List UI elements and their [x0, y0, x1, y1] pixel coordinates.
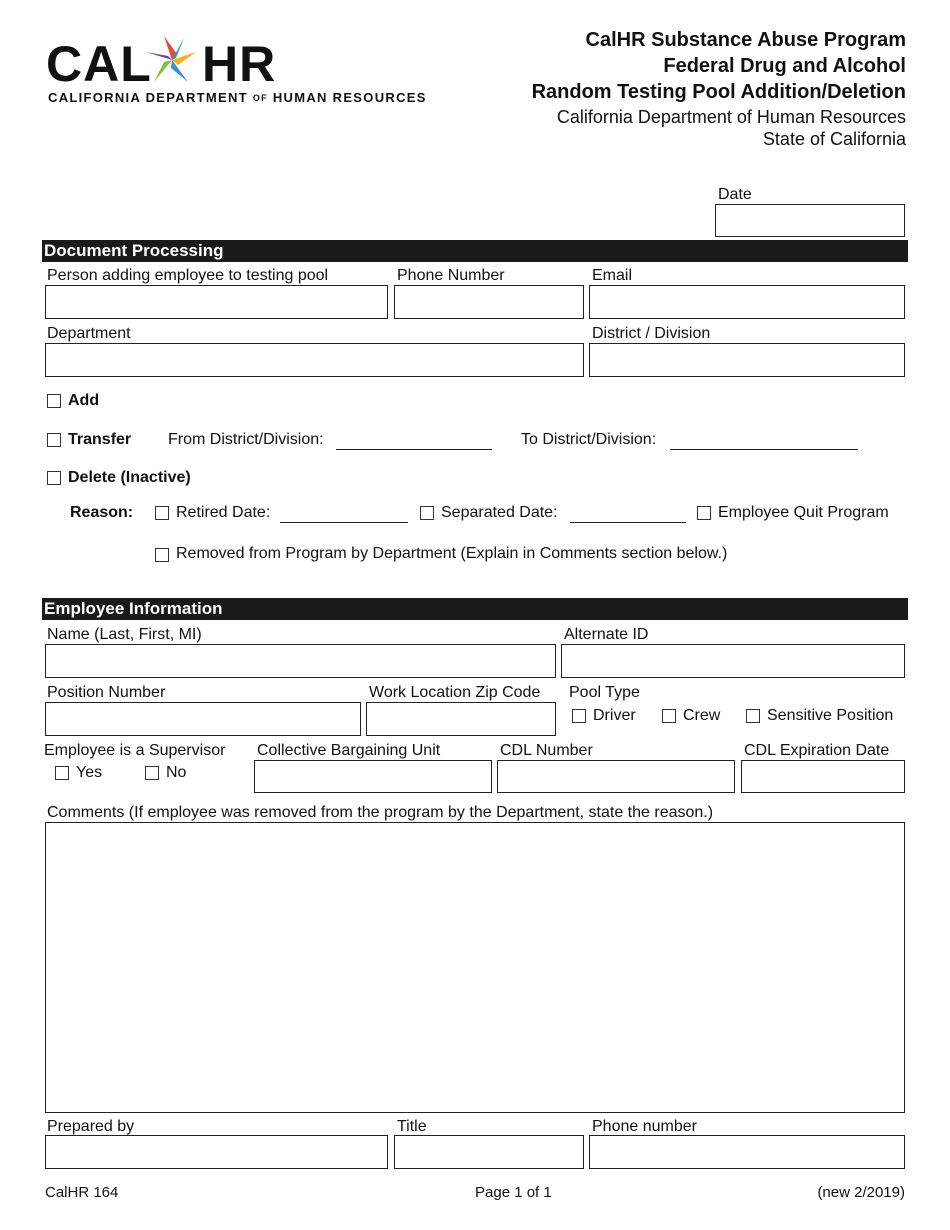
pool-type-label: Pool Type [569, 684, 640, 701]
supervisor-yes-checkbox[interactable] [55, 766, 69, 780]
removed-by-department-label: Removed from Program by Department (Explain in Comments section below.) [176, 545, 728, 562]
title-label: Title [397, 1118, 427, 1135]
supervisor-no-checkbox[interactable] [145, 766, 159, 780]
employee-name-input[interactable] [46, 645, 555, 677]
work-zip-input[interactable] [367, 703, 555, 735]
separated-checkbox[interactable] [420, 506, 434, 520]
prepared-by-field[interactable] [45, 1135, 388, 1169]
person-adding-field[interactable] [45, 285, 388, 319]
page-number: Page 1 of 1 [475, 1184, 552, 1201]
delete-checkbox[interactable] [47, 471, 61, 485]
removed-by-department-checkbox[interactable] [155, 548, 169, 562]
employee-quit-checkbox[interactable] [697, 506, 711, 520]
alternate-id-label: Alternate ID [564, 626, 649, 643]
email-field[interactable] [589, 285, 905, 319]
cbu-input[interactable] [255, 761, 491, 792]
transfer-label: Transfer [68, 431, 132, 448]
email-input[interactable] [590, 286, 904, 318]
separated-date-line[interactable] [570, 522, 686, 523]
employee-name-label: Name (Last, First, MI) [47, 626, 202, 643]
reason-label: Reason: [70, 504, 134, 521]
logo-tagline-part2: HUMAN RESOURCES [272, 90, 427, 105]
person-adding-label: Person adding employee to testing pool [47, 267, 329, 284]
document-processing-heading: Document Processing [42, 240, 908, 262]
date-field[interactable] [715, 204, 905, 237]
cdl-number-input[interactable] [498, 761, 734, 792]
calhr-logo [46, 32, 427, 108]
cdl-expiration-input[interactable] [742, 761, 904, 792]
comments-field[interactable] [45, 822, 905, 1113]
from-district-label: From District/Division: [168, 431, 324, 448]
retired-date-label: Retired Date: [176, 504, 271, 521]
from-district-line[interactable] [336, 449, 492, 450]
department-input[interactable] [46, 344, 583, 376]
to-district-label: To District/Division: [521, 431, 657, 448]
department-field[interactable] [45, 343, 584, 377]
signoff-phone-field[interactable] [589, 1135, 905, 1169]
form-title-line1: CalHR Substance Abuse Program [585, 29, 906, 51]
title-input[interactable] [395, 1136, 583, 1168]
email-label: Email [592, 267, 633, 284]
form-title-line2: Federal Drug and Alcohol [663, 55, 906, 77]
sensitive-position-checkbox[interactable] [746, 709, 760, 723]
add-checkbox[interactable] [47, 394, 61, 408]
crew-checkbox[interactable] [662, 709, 676, 723]
date-input[interactable] [716, 205, 904, 236]
star-ray-purple [146, 52, 172, 60]
logo-wordmark-left: CAL [46, 36, 152, 92]
phone-number-input[interactable] [395, 286, 583, 318]
cbu-field[interactable] [254, 760, 492, 793]
title-field[interactable] [394, 1135, 584, 1169]
logo-tagline-part1: CALIFORNIA DEPARTMENT [48, 90, 248, 105]
alternate-id-input[interactable] [562, 645, 904, 677]
employee-information-heading: Employee Information [42, 598, 908, 620]
supervisor-yes-label: Yes [76, 764, 103, 781]
position-number-input[interactable] [46, 703, 360, 735]
logo-wordmark-right: HR [202, 36, 277, 92]
department-label: Department [47, 325, 131, 342]
driver-label: Driver [593, 707, 636, 724]
district-division-input[interactable] [590, 344, 904, 376]
employee-name-field[interactable] [45, 644, 556, 678]
form-subtitle-state: State of California [762, 129, 906, 149]
sensitive-position-label: Sensitive Position [767, 707, 894, 724]
comments-label: Comments (If employee was removed from the program by the Department, state the reason.) [47, 804, 714, 821]
position-number-field[interactable] [45, 702, 361, 736]
position-number-label: Position Number [47, 684, 166, 701]
crew-label: Crew [683, 707, 721, 724]
transfer-checkbox[interactable] [47, 433, 61, 447]
cdl-expiration-label: CDL Expiration Date [744, 742, 890, 759]
retired-date-line[interactable] [280, 522, 408, 523]
form-version: (new 2/2019) [817, 1184, 905, 1201]
supervisor-no-label: No [166, 764, 187, 781]
prepared-by-label: Prepared by [47, 1118, 135, 1135]
alternate-id-field[interactable] [561, 644, 905, 678]
form-id: CalHR 164 [45, 1184, 119, 1201]
to-district-line[interactable] [670, 449, 858, 450]
retired-checkbox[interactable] [155, 506, 169, 520]
work-zip-field[interactable] [366, 702, 556, 736]
comments-textarea[interactable] [46, 823, 904, 1112]
signoff-phone-label: Phone number [592, 1118, 697, 1135]
district-division-label: District / Division [592, 325, 711, 342]
work-zip-label: Work Location Zip Code [369, 684, 541, 701]
date-label: Date [718, 186, 752, 203]
form-subtitle-department: California Department of Human Resources [556, 107, 906, 127]
delete-label: Delete (Inactive) [68, 469, 191, 486]
logo-tagline [48, 90, 427, 106]
employee-quit-label: Employee Quit Program [718, 504, 889, 521]
prepared-by-input[interactable] [46, 1136, 387, 1168]
person-adding-input[interactable] [46, 286, 387, 318]
cdl-expiration-field[interactable] [741, 760, 905, 793]
phone-number-label: Phone Number [397, 267, 505, 284]
add-label: Add [68, 392, 100, 409]
cdl-number-label: CDL Number [500, 742, 593, 759]
logo-star-icon [144, 32, 200, 88]
separated-date-label: Separated Date: [441, 504, 558, 521]
district-division-field[interactable] [589, 343, 905, 377]
phone-number-field[interactable] [394, 285, 584, 319]
form-title-line3: Random Testing Pool Addition/Deletion [531, 81, 906, 103]
logo-tagline-of: OF [252, 93, 268, 103]
driver-checkbox[interactable] [572, 709, 586, 723]
cbu-label: Collective Bargaining Unit [257, 742, 441, 759]
signoff-phone-input[interactable] [590, 1136, 904, 1168]
cdl-number-field[interactable] [497, 760, 735, 793]
star-ray-green [154, 60, 172, 82]
supervisor-label: Employee is a Supervisor [44, 742, 226, 759]
